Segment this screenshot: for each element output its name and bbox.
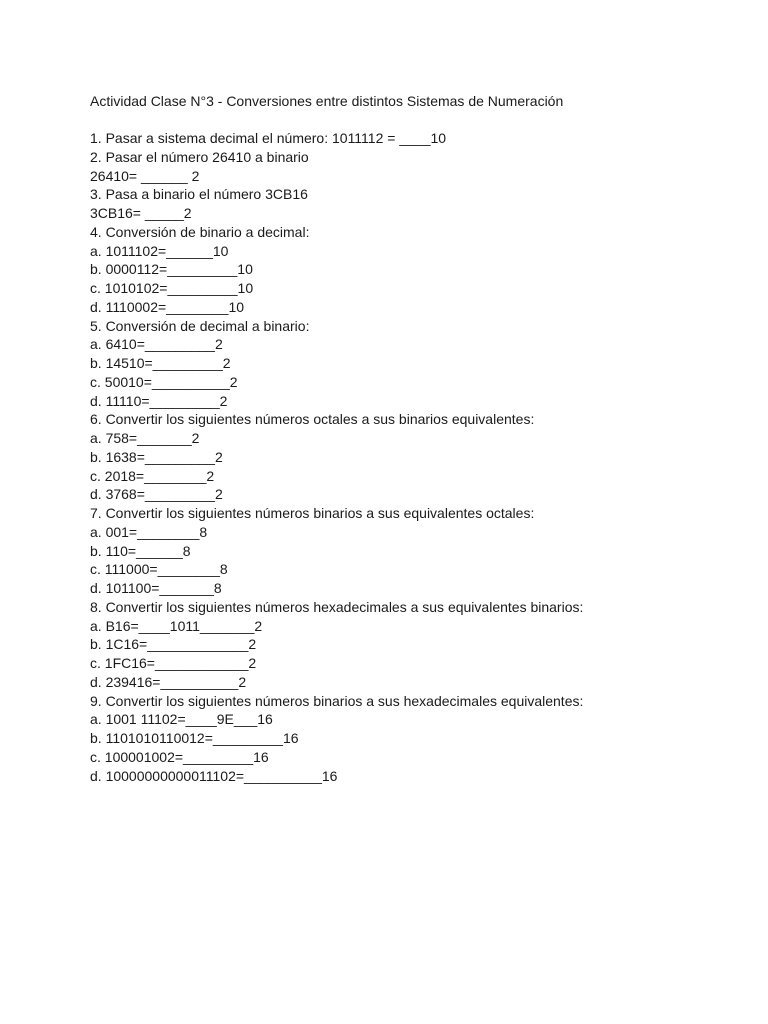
exercise-line: c. 2018=________2 (90, 467, 215, 484)
exercise-line: a. 1001 11102=____9E___16 (90, 711, 273, 728)
exercise-line: d. 239416=__________2 (90, 673, 247, 690)
exercise-line: d. 11110=_________2 (90, 392, 228, 409)
exercise-line: 3. Pasa a binario el número 3CB16 (90, 186, 308, 203)
exercise-line: c. 111000=________8 (90, 561, 228, 578)
exercise-line: c. 100001002=_________16 (90, 748, 269, 765)
exercise-line: 5. Conversión de decimal a binario: (90, 317, 310, 334)
exercise-list (90, 129, 750, 785)
exercise-line: a. 6410=_________2 (90, 336, 223, 353)
exercise-line: a. B16=____1011_______2 (90, 617, 263, 634)
exercise-line: 8. Convertir los siguientes números hexadecimales a sus equivalentes binarios: (90, 598, 584, 615)
exercise-line: 26410= ______ 2 (90, 167, 200, 184)
exercise-line: b. 0000112=_________10 (90, 261, 253, 278)
exercise-line: 1. Pasar a sistema decimal el número: 1011112 = ____10 (90, 130, 447, 146)
exercise-line: b. 1638=_________2 (90, 448, 223, 465)
exercise-line: 2. Pasar el número 26410 a binario (90, 148, 309, 165)
exercise-line: d. 1110002=________10 (90, 298, 245, 315)
exercise-line: 6. Convertir los siguientes números octales a sus binarios equivalentes: (90, 411, 535, 428)
document-page (90, 91, 750, 785)
exercise-line: b. 1C16=_____________2 (90, 636, 257, 653)
exercise-line: d. 10000000000011102=__________16 (90, 767, 338, 784)
exercise-line: b. 14510=_________2 (90, 355, 231, 371)
exercise-line: a. 758=_______2 (90, 430, 200, 446)
title-spacer (90, 111, 750, 129)
exercise-line: 4. Conversión de binario a decimal: (90, 223, 310, 240)
exercise-line: a. 001=________8 (90, 523, 208, 540)
exercise-line: 7. Convertir los siguientes números binarios a sus equivalentes octales: (90, 505, 535, 521)
exercise-line: c. 50010=__________2 (90, 373, 238, 390)
exercise-line: 9. Convertir los siguientes números binarios a sus hexadecimales equivalentes: (90, 692, 584, 709)
exercise-line: c. 1010102=_________10 (90, 280, 254, 296)
exercise-line: 3CB16= _____2 (90, 205, 192, 221)
exercise-line: a. 1011102=______10 (90, 242, 229, 259)
document-title: Actividad Clase N°3 - Conversiones entre distintos Sistemas de Numeración (90, 93, 564, 109)
exercise-line: c. 1FC16=____________2 (90, 655, 257, 671)
exercise-line: b. 110=______8 (90, 542, 191, 559)
exercise-line: b. 1101010110012=_________16 (90, 730, 299, 746)
exercise-line: d. 101100=_______8 (90, 580, 222, 596)
exercise-line: d. 3768=_________2 (90, 486, 223, 503)
